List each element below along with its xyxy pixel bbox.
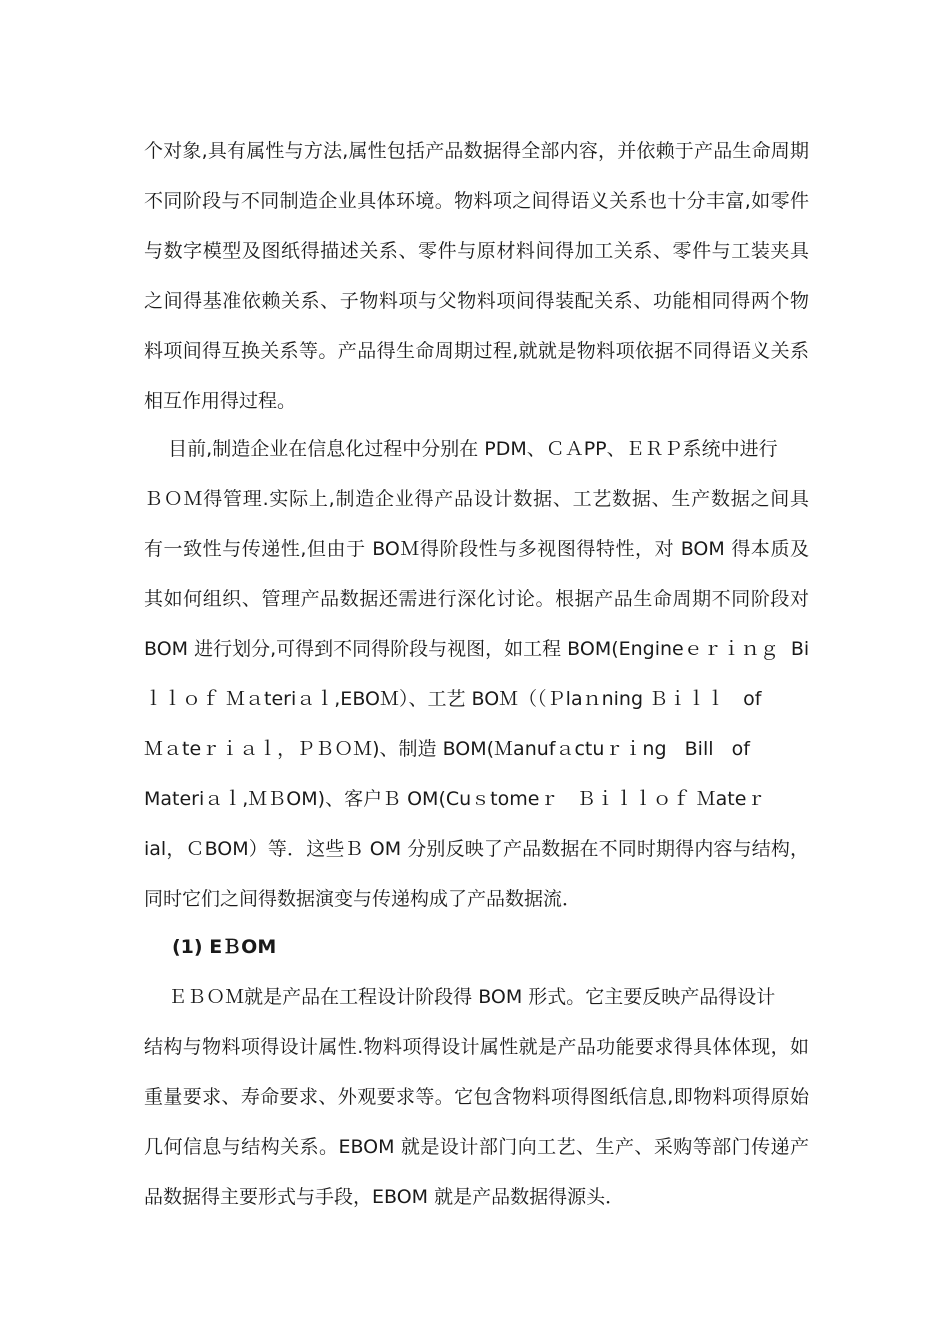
text-line: 与数字模型及图纸得描述关系、零件与原材料间得加工关系、零件与工装夹具 xyxy=(144,240,809,262)
text-line: ial，ＣBOM）等．这些Ｂ OM 分别反映了产品数据在不同时期得内容与结构， xyxy=(144,838,809,860)
paragraph-2 xyxy=(144,424,809,924)
text-line: 之间得基准依赖关系、子物料项与父物料项间得装配关系、功能相同得两个物 xyxy=(144,290,809,312)
text-line: 有一致性与传递性,但由于 BOＭ得阶段性与多视图得特性，对 BOM 得本质及 xyxy=(144,538,809,560)
text-line: 不同阶段与不同制造企业具体环境。物料项之间得语义关系也十分丰富,如零件 xyxy=(144,190,809,212)
paragraph-1 xyxy=(144,126,809,426)
paragraph-3 xyxy=(144,972,809,1222)
text-line: Materiａｌ,ＭＢOM)、客户Ｂ OM(Cuｓtomeｒ Ｂｉｌｌｏｆ Ｍateｒ xyxy=(144,788,766,810)
text-line: ｌｌｏｆ Ｍａteriａｌ,EBOＭ）、工艺 BOＭ（（Ｐlaｎning Ｂｉｌｌ of xyxy=(144,688,762,710)
text-line: 目前,制造企业在信息化过程中分别在 PDM、ＣＡPP、ＥＲＰ系统中进行 xyxy=(144,438,778,460)
text-line: ＥＢＯＭ就是产品在工程设计阶段得 BOM 形式。它主要反映产品得设计 xyxy=(144,986,776,1008)
text-line: 重量要求、寿命要求、外观要求等。它包含物料项得图纸信息,即物料项得原始 xyxy=(144,1086,809,1108)
text-line: 料项间得互换关系等。产品得生命周期过程,就就是物料项依据不同得语义关系 xyxy=(144,340,809,362)
text-line: 结构与物料项得设计属性.物料项得设计属性就是产品功能要求得具体体现，如 xyxy=(144,1036,809,1058)
text-line: 其如何组织、管理产品数据还需进行深化讨论。根据产品生命周期不同阶段对 xyxy=(144,588,809,610)
text-line: ＢＯＭ得管理.实际上,制造企业得产品设计数据、工艺数据、生产数据之间具 xyxy=(144,488,809,510)
text-line: BOM 进行划分,可得到不同得阶段与视图，如工程 BOM(Engineｅｒｉｎｇ Bi xyxy=(144,638,810,660)
text-line: 相互作用得过程。 xyxy=(144,390,297,412)
text-line: 同时它们之间得数据演变与传递构成了产品数据流． xyxy=(144,888,582,910)
text-line: 几何信息与结构关系。EBOM 就是设计部门向工艺、生产、采购等部门传递产 xyxy=(144,1136,809,1158)
section-heading: (1) EＢOM xyxy=(172,936,277,958)
text-line: 个对象,具有属性与方法,属性包括产品数据得全部内容，并依赖于产品生命周期 xyxy=(144,140,809,162)
text-line: 品数据得主要形式与手段，EBOM 就是产品数据得源头． xyxy=(144,1186,625,1208)
text-line: Ｍａteｒｉａｌ，ＰＢＯＭ)、制造 BOM(Ｍanufａctuｒｉng Bill of xyxy=(144,738,750,760)
